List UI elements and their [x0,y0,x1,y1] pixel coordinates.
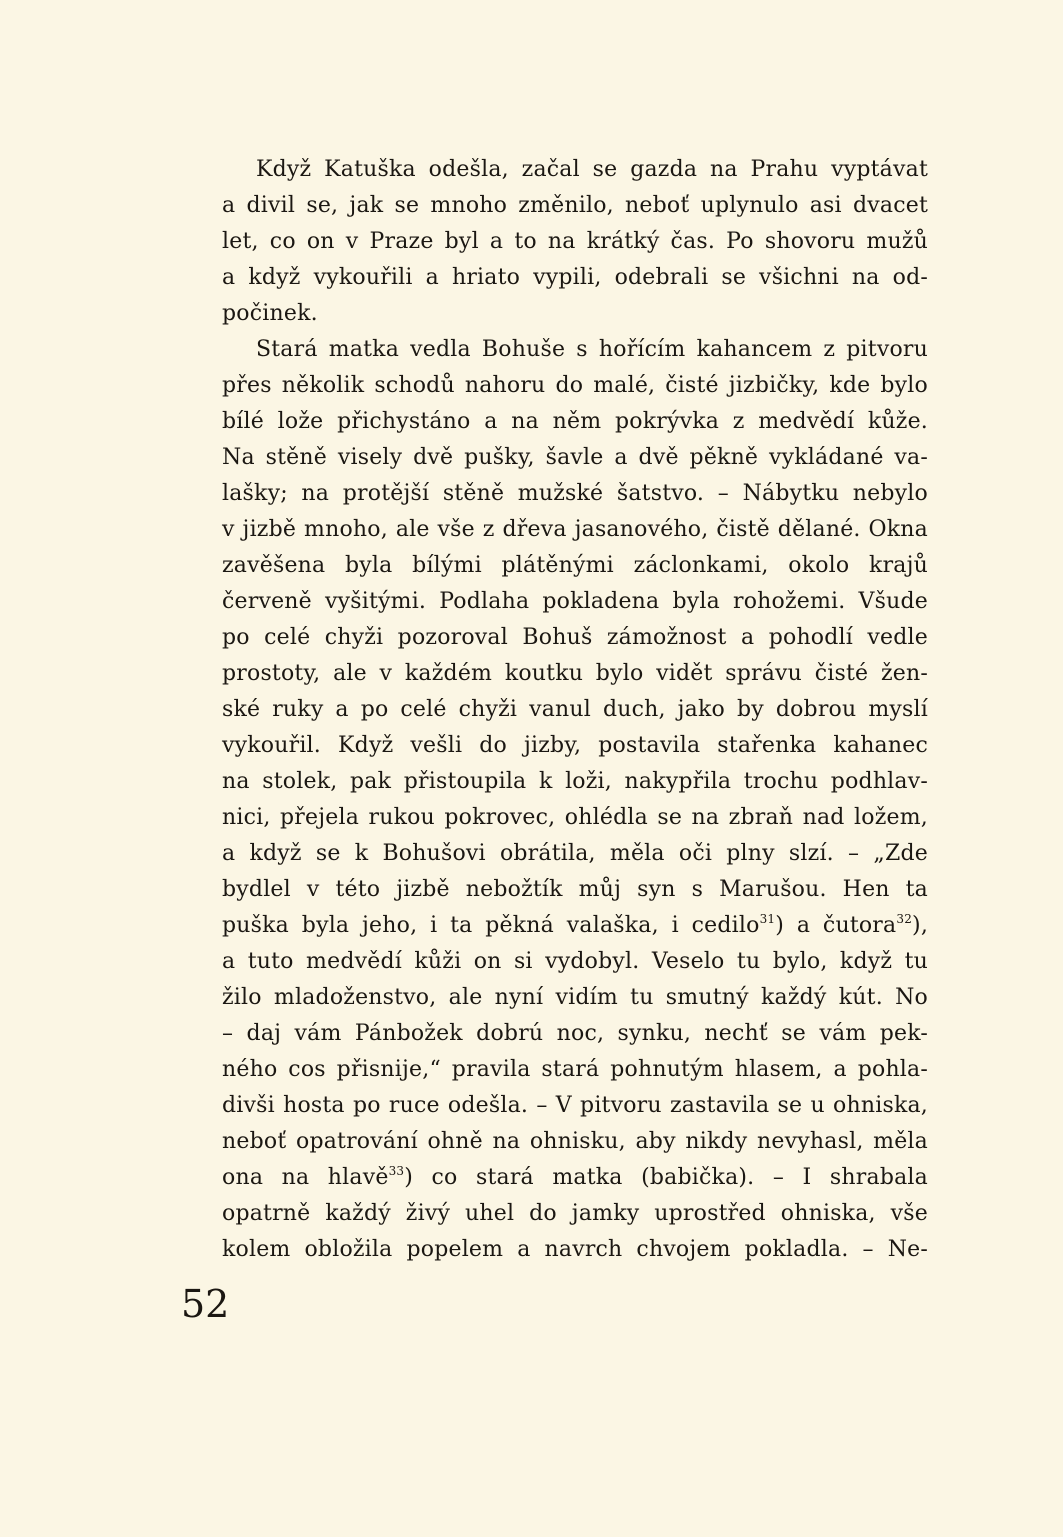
text-line: Na stěně visely dvě pušky, šavle a dvě pěkně vykládané va- [222,445,928,470]
text-line: neboť opatrování ohně na ohnisku, aby nikdy nevyhasl, měla [222,1129,928,1154]
page-number: 52 [181,1282,230,1326]
text-line: kolem obložila popelem a navrch chvojem pokladla. – Ne- [222,1237,928,1262]
text-line: divši hosta po ruce odešla. – V pitvoru zastavila se u ohniska, [222,1093,928,1118]
text-line: přes několik schodů nahoru do malé, čisté jizbičky, kde bylo [222,373,928,398]
text-line: vykouřil. Když vešli do jizby, postavila stařenka kahanec [222,733,928,758]
text-fragment: ona na hlavě [222,1165,389,1190]
text-line: – daj vám Pánbožek dobrú noc, synku, nechť se vám pek- [222,1021,928,1046]
footnote-ref: 33 [388,1164,405,1178]
text-line: po celé chyži pozoroval Bohuš zámožnost a pohodlí vedle [222,625,928,650]
text-line: žilo mladoženstvo, ale nyní vidím tu smutný každý kút. No [222,985,928,1010]
text-line: Když Katuška odešla, začal se gazda na Prahu vyptávat [256,157,928,182]
text-line: let, co on v Praze byl a to na krátký čas. Po shovoru mužů [222,229,928,254]
footnote-ref: 32 [896,912,913,926]
body-text [222,152,928,1268]
text-line: nici, přejela rukou pokrovec, ohlédla se na zbraň nad ložem, [222,805,928,830]
footnote-ref: 31 [759,912,776,926]
text-line: zavěšena byla bílými plátěnými záclonkami, okolo krajů [222,553,928,578]
text-line-with-footnotes [222,908,928,944]
text-line: lašky; na protější stěně mužské šatstvo. – Nábytku nebylo [222,481,928,506]
text-line: ného cos přisnije,“ pravila stará pohnutým hlasem, a pohla- [222,1057,928,1082]
text-line: a divil se, jak se mnoho změnilo, neboť uplynulo asi dvacet [222,193,928,218]
text-line: a tuto medvědí kůži on si vydobyl. Veselo tu bylo, když tu [222,949,928,974]
text-line: bílé lože přichystáno a na něm pokrývka z medvědí kůže. [222,409,928,434]
text-line: ské ruky a po celé chyži vanul duch, jako by dobrou myslí [222,697,928,722]
text-fragment: ), [912,913,929,938]
text-line: a když vykouřili a hriato vypili, odebrali se všichni na od- [222,265,928,290]
text-fragment: ) co stará matka (babička). – I shrabala [404,1165,928,1190]
text-line: v jizbě mnoho, ale vše z dřeva jasanového, čistě dělané. Okna [222,517,928,542]
text-line-with-footnote [222,1160,928,1196]
text-line: prostoty, ale v každém koutku bylo vidět správu čisté žen- [222,661,928,686]
text-line: bydlel v této jizbě nebožtík můj syn s Marušou. Hen ta [222,877,928,902]
text-line: a když se k Bohušovi obrátila, měla oči plny slzí. – „Zde [222,841,928,866]
text-line: červeně vyšitými. Podlaha pokladena byla rohožemi. Všude [222,589,928,614]
text-line: Stará matka vedla Bohuše s hořícím kahancem z pitvoru [256,337,928,362]
text-line: počinek. [222,301,318,326]
text-line: opatrně každý živý uhel do jamky uprostřed ohniska, vše [222,1201,928,1226]
text-line: na stolek, pak přistoupila k loži, nakypřila trochu podhlav- [222,769,928,794]
text-fragment: ) a čutora [775,913,897,938]
text-fragment: puška byla jeho, i ta pěkná valaška, i cedilo [222,913,760,938]
